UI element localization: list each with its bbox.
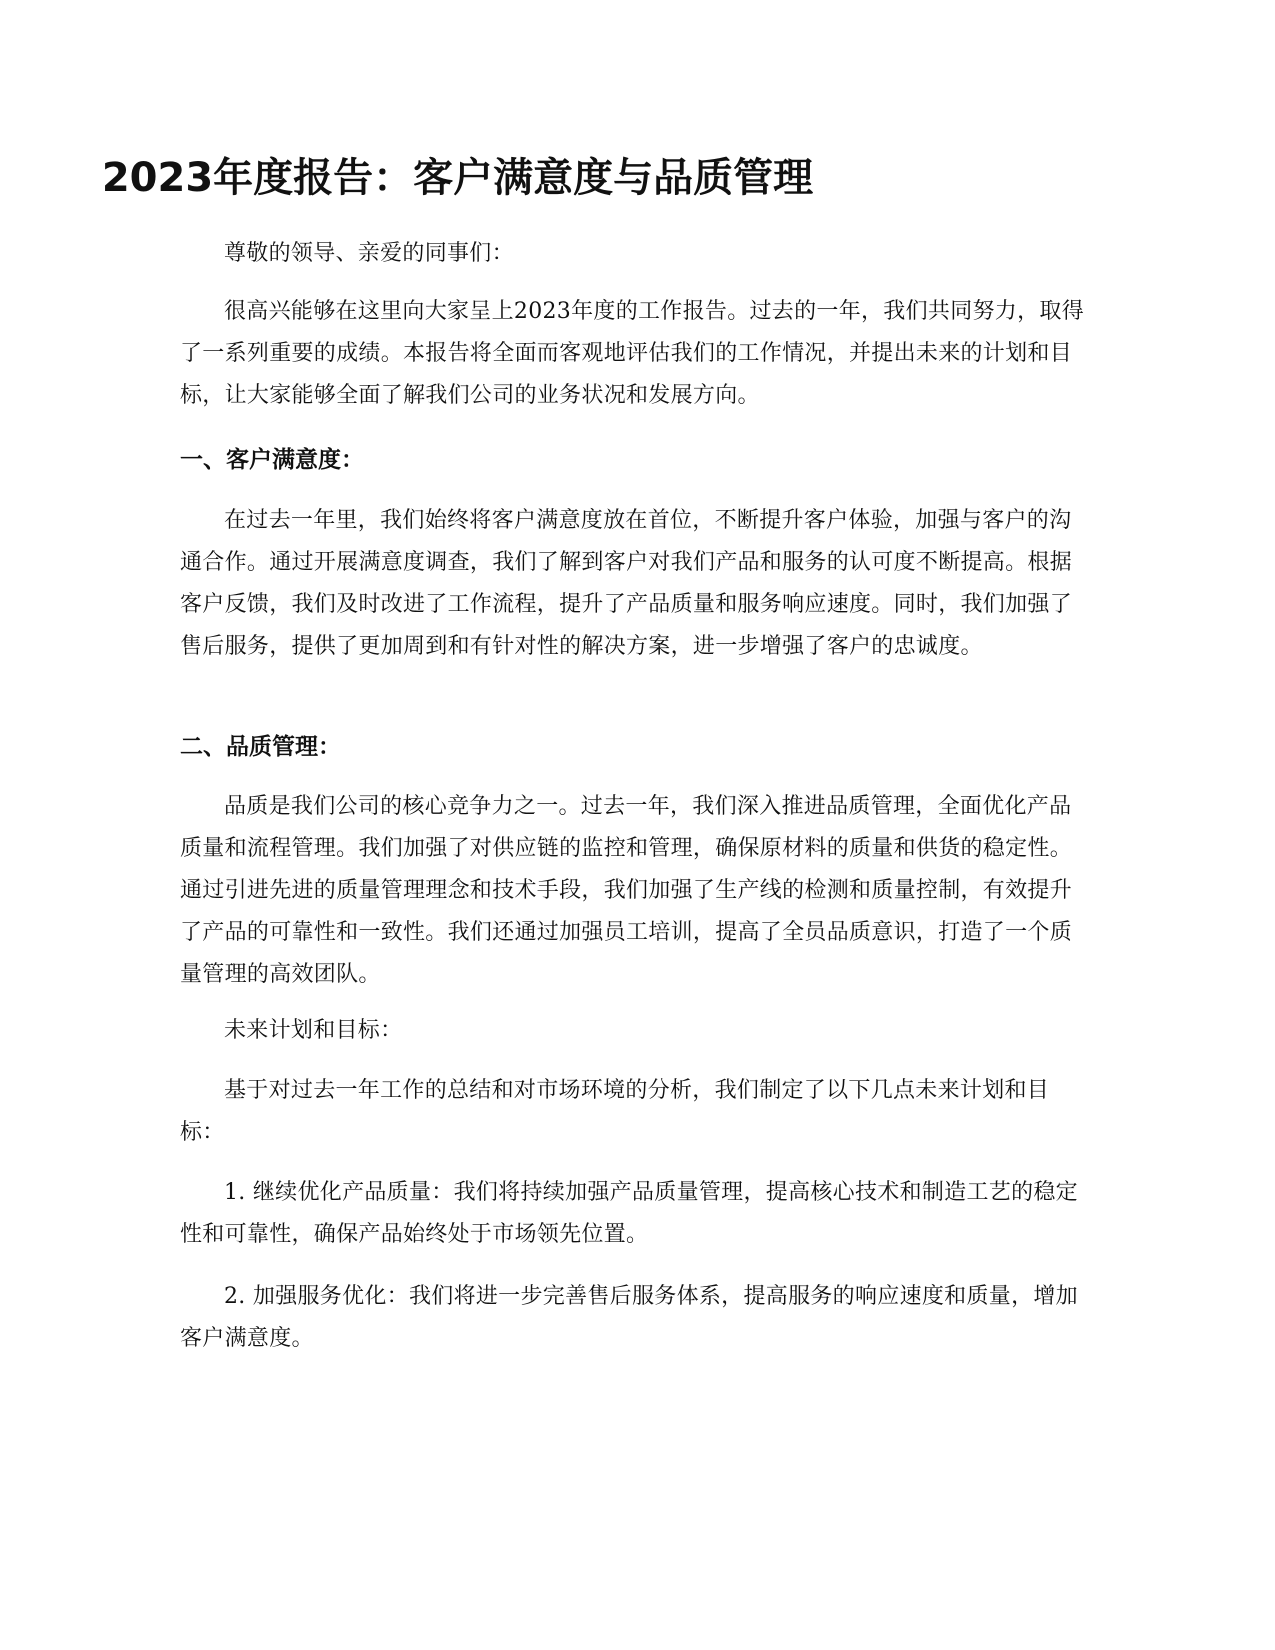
- plan-item-2: 2. 加强服务优化：我们将进一步完善售后服务体系，提高服务的响应速度和质量，增加客户满意度。: [180, 1284, 1078, 1351]
- section-heading-customer-satisfaction: 一、客户满意度：: [180, 447, 364, 473]
- intro-paragraph: 很高兴能够在这里向大家呈上2023年度的工作报告。过去的一年，我们共同努力，取得了一系列重要的成绩。本报告将全面而客观地评估我们的工作情况，并提出未来的计划和目标，让大家能够全面了解我们公司的业务状况和发展方向。: [180, 299, 1084, 408]
- future-plan-intro: 基于对过去一年工作的总结和对市场环境的分析，我们制定了以下几点未来计划和目标：: [180, 1078, 1050, 1145]
- greeting: 尊敬的领导、亲爱的同事们：: [224, 241, 514, 266]
- plan-item-1: 1. 继续优化产品质量：我们将持续加强产品质量管理，提高核心技术和制造工艺的稳定性和可靠性，确保产品始终处于市场领先位置。: [180, 1180, 1078, 1247]
- customer-satisfaction-paragraph: 在过去一年里，我们始终将客户满意度放在首位，不断提升客户体验，加强与客户的沟通合作。通过开展满意度调查，我们了解到客户对我们产品和服务的认可度不断提高。根据客户反馈，我们及时改进了工作流程，提升了产品质量和服务响应速度。同时，我们加强了售后服务，提供了更加周到和有针对性的解决方案，进一步增强了客户的忠诚度。: [180, 508, 1073, 659]
- document-title: 2023年度报告：客户满意度与品质管理: [101, 155, 814, 201]
- future-plan-heading: 未来计划和目标：: [224, 1018, 403, 1043]
- section-heading-quality-management: 二、品质管理：: [180, 734, 341, 760]
- quality-management-paragraph: 品质是我们公司的核心竞争力之一。过去一年，我们深入推进品质管理，全面优化产品质量和流程管理。我们加强了对供应链的监控和管理，确保原材料的质量和供货的稳定性。通过引进先进的质量管理理念和技术手段，我们加强了生产线的检测和质量控制，有效提升了产品的可靠性和一致性。我们还通过加强员工培训，提高了全员品质意识，打造了一个质量管理的高效团队。: [180, 794, 1073, 987]
